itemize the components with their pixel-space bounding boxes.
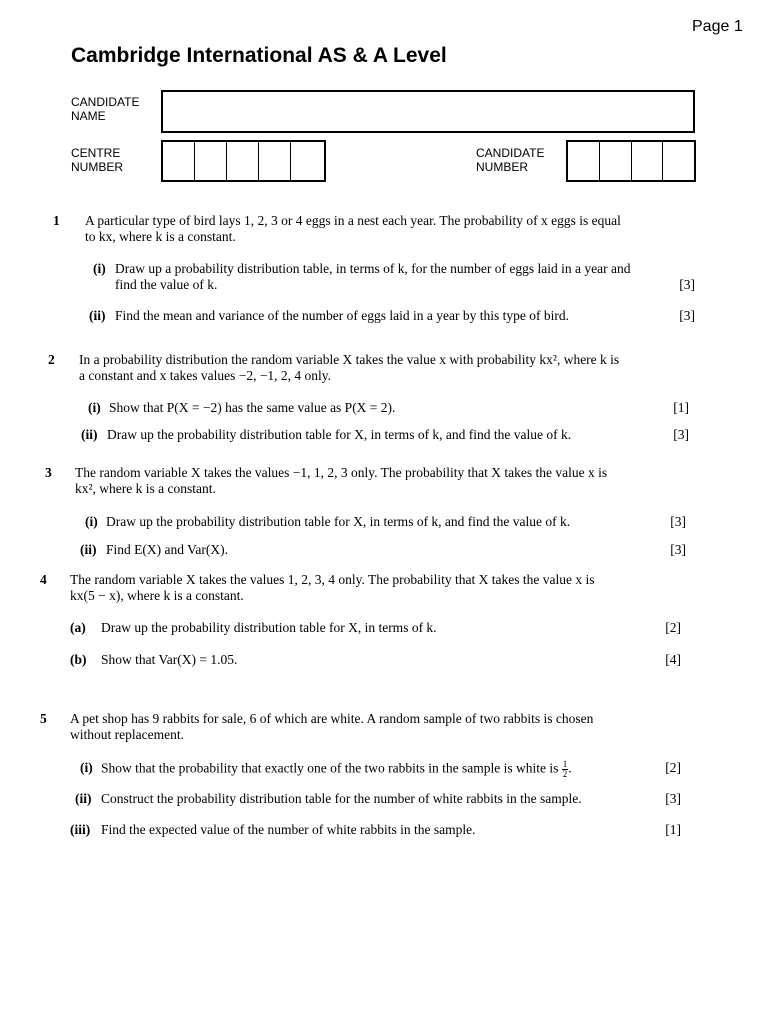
q4-part-b-marks: [4] [665,652,681,667]
exam-title: Cambridge International AS & A Level [71,44,447,67]
q1-part-ii-marks: [3] [679,308,695,323]
digit-box[interactable] [632,142,664,180]
digit-box[interactable] [259,142,291,180]
q5-part-i-marks: [2] [665,760,681,775]
q2-part-i-text: Show that P(X = −2) has the same value as P(X = 2). [109,400,396,415]
q2-part-ii-text: Draw up the probability distribution table for X, in terms of k, and find the value of k. [107,427,572,442]
q3-part-ii-label: (ii) [80,542,97,557]
question-5-number: 5 [40,711,47,726]
page-number: Page 1 [692,18,743,35]
q3-part-i-label: (i) [85,514,98,529]
q2-part-ii-label: (ii) [81,427,98,442]
digit-box[interactable] [600,142,632,180]
q3-part-ii-text: Find E(X) and Var(X). [106,542,228,557]
question-1-stem: A particular type of bird lays 1, 2, 3 or 4 eggs in a nest each year. The probability of x eggs is equal to kx, where k is a constant. [85,213,621,244]
digit-box[interactable] [195,142,227,180]
question-2-stem: In a probability distribution the random variable X takes the value x with probability kx², where k is a constant and x takes values −2, −1, 2, 4 only. [79,352,620,383]
question-1-number: 1 [53,213,60,228]
q5-part-iii-label: (iii) [70,822,91,837]
digit-box[interactable] [227,142,259,180]
question-5-stem: A pet shop has 9 rabbits for sale, 6 of which are white. A random sample of two rabbits is chosen without replacement. [70,711,594,742]
question-4-stem: The random variable X takes the values 1, 2, 3, 4 only. The probability that X takes the value x is kx(5 − x), where k is a constant. [70,572,595,603]
centre-number-field[interactable] [161,140,326,182]
q5-part-iii-marks: [1] [665,822,681,837]
q1-part-i-marks: [3] [679,277,695,292]
digit-box[interactable] [291,142,322,180]
question-3-number: 3 [45,465,52,480]
question-4-number: 4 [40,572,47,587]
q3-part-i-marks: [3] [670,514,686,529]
digit-box[interactable] [568,142,600,180]
q5-part-iii-text: Find the expected value of the number of white rabbits in the sample. [101,822,476,837]
one-half-fraction: $\frac{1}{2}$ [562,759,568,779]
candidate-name-field[interactable] [161,90,695,133]
q1-part-ii-label: (ii) [89,308,106,323]
q3-part-i-text: Draw up the probability distribution table for X, in terms of k, and find the value of k. [106,514,571,529]
question-3-stem: The random variable X takes the values −1, 1, 2, 3 only. The probability that X takes the value x is kx², where k is a constant. [75,465,608,496]
q5-part-ii-label: (ii) [75,791,92,806]
q5-part-ii-text: Construct the probability distribution table for the number of white rabbits in the sample. [101,791,582,806]
question-2-number: 2 [48,352,55,367]
q1-part-i-text: Draw up a probability distribution table, in terms of k, for the number of eggs laid in a year and find the value of k. [115,261,631,292]
q4-part-a-label: (a) [70,620,86,635]
q2-part-i-marks: [1] [673,400,689,415]
q1-part-ii-text: Find the mean and variance of the number of eggs laid in a year by this type of bird. [115,308,569,323]
digit-box[interactable] [163,142,195,180]
centre-number-label: CENTRE NUMBER [71,146,124,174]
q1-part-i-label: (i) [93,261,106,276]
q5-part-ii-marks: [3] [665,791,681,806]
q4-part-b-text: Show that Var(X) = 1.05. [101,652,238,667]
q3-part-ii-marks: [3] [670,542,686,557]
q5-part-i-label: (i) [80,760,93,775]
q2-part-i-label: (i) [88,400,101,415]
q4-part-b-label: (b) [70,652,87,667]
candidate-name-label: CANDIDATE NAME [71,95,140,123]
q5-part-i-text: Show that the probability that exactly one of the two rabbits in the sample is white is $\frac{1}{2}$. [101,759,572,779]
digit-box[interactable] [663,142,694,180]
q4-part-a-marks: [2] [665,620,681,635]
q4-part-a-text: Draw up the probability distribution table for X, in terms of k. [101,620,437,635]
candidate-number-field[interactable] [566,140,696,182]
q2-part-ii-marks: [3] [673,427,689,442]
candidate-number-label: CANDIDATE NUMBER [476,146,545,174]
